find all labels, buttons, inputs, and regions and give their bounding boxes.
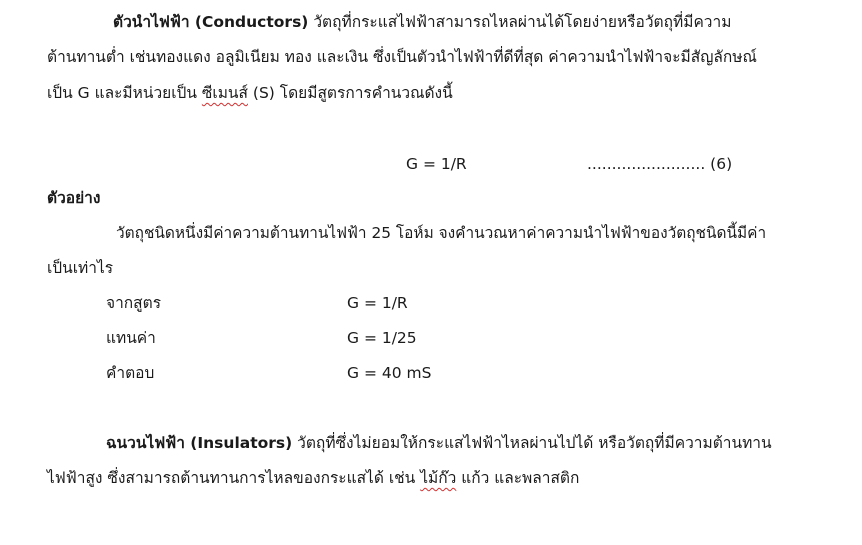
step-value-answer: G = 40 mS <box>347 364 432 382</box>
conductors-line-2: ต้านทานต่ำ เช่นทองแดง อลูมิเนียม ทอง และเงิน ซึ่งเป็นตัวนำไฟฟ้าที่ดีที่สุด ค่าความนำไฟฟ้าจะมีสัญลักษณ์ <box>47 48 757 66</box>
step-label-answer: คำตอบ <box>106 364 155 382</box>
conductors-line-1 <box>113 11 731 33</box>
step-value-substitute: G = 1/25 <box>347 329 417 347</box>
formula-reference: ........................ (6) <box>587 155 733 173</box>
example-heading: ตัวอย่าง <box>47 189 101 207</box>
step-label-substitute: แทนค่า <box>106 329 156 347</box>
insulators-text-2c: แก้ว และพลาสติก <box>456 469 580 487</box>
conductors-heading: ตัวนำไฟฟ้า (Conductors) <box>113 13 309 31</box>
insulators-heading: ฉนวนไฟฟ้า (Insulators) <box>106 434 293 452</box>
conductors-line-3 <box>47 82 453 104</box>
siemens-word: ซีเมนส์ <box>201 84 248 102</box>
conductors-text-1: วัตถุที่กระแสไฟฟ้าสามารถไหลผ่านได้โดยง่ายหรือวัตถุที่มีความ <box>308 13 732 31</box>
formula-expression: G = 1/R <box>406 155 467 173</box>
conductors-text-3c: (S) โดยมีสูตรการคำนวณดังนี้ <box>247 84 453 102</box>
step-value-formula: G = 1/R <box>347 294 408 312</box>
insulators-line-1 <box>106 432 772 454</box>
insulators-line-2 <box>47 467 579 489</box>
insulators-text-2a: ไฟฟ้าสูง ซึ่งสามารถต้านทานการไหลของกระแสได้ เช่น <box>47 469 421 487</box>
example-problem-line-1: วัตถุชนิดหนึ่งมีค่าความต้านทานไฟฟ้า 25 โอห์ม จงคำนวณหาค่าความนำไฟฟ้าของวัตถุชนิดนี้มีค่า <box>116 224 767 242</box>
conductors-text-3a: เป็น G และมีหน่วยเป็น <box>47 84 202 102</box>
example-problem-line-2: เป็นเท่าไร <box>47 259 114 277</box>
insulators-text-1: วัตถุที่ซึ่งไม่ยอมให้กระแสไฟฟ้าไหลผ่านไปได้ หรือวัตถุที่มีความต้านทาน <box>292 434 772 452</box>
wood-word: ไม้ก๊ว <box>420 469 457 487</box>
step-label-formula: จากสูตร <box>106 294 162 312</box>
